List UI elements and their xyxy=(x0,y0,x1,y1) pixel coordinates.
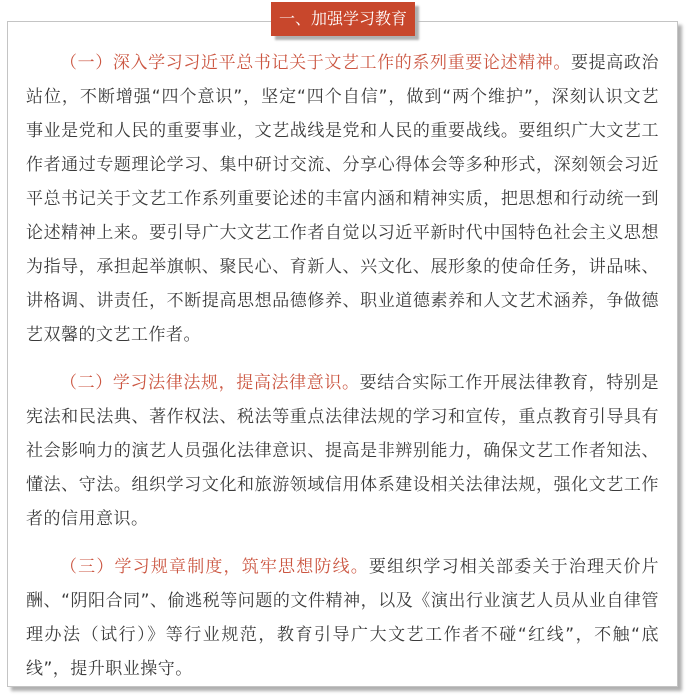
paragraph-1 xyxy=(26,46,659,352)
paragraph-3-lead: （三）学习规章制度，筑牢思想防线。 xyxy=(60,557,369,577)
paragraph-2-body: 要结合实际工作开展法律教育，特别是宪法和民法典、著作权法、税法等重点法律法规的学习和宣传，重点教育引导具有社会影响力的演艺人员强化法律意识、提高是非辨别能力，确保文艺工作者知法、懂法、守法。组织学习文化和旅游领域信用体系建设相关法律法规，强化文艺工作者的信用意识。 xyxy=(26,373,660,529)
paragraph-1-body: 要提高政治站位，不断增强“四个意识”，坚定“四个自信”，做到“两个维护”，深刻认识文艺事业是党和人民的重要事业，文艺战线是党和人民的重要战线。要组织广大文艺工作者通过专题理论学习、集中研讨交流、分享心得体会等多种形式，深刻领会习近平总书记关于文艺工作系列重要论述的丰富内涵和精神实质，把思想和行动统一到论述精神上来。要引导广大文艺工作者自觉以习近平新时代中国特色社会主义思想为指导，承担起举旗帜、聚民心、育新人、兴文化、展形象的使命任务，讲品味、讲格调、讲责任，不断提高思想品德修养、职业道德素养和人文艺术涵养，争做德艺双馨的文艺工作者。 xyxy=(26,53,660,345)
paragraph-3-body: 要组织学习相关部委关于治理天价片酬、“阴阳合同”、偷逃税等问题的文件精神，以及《演出行业演艺人员从业自律管理办法（试行）》等行业规范，教育引导广大文艺工作者不碰“红线”，不触“底线”，提升职业操守。 xyxy=(26,557,659,679)
paragraph-2-lead: （二）学习法律法规，提高法律意识。 xyxy=(60,373,360,393)
section-banner: 一、加强学习教育 xyxy=(271,2,415,36)
paragraph-2 xyxy=(26,366,659,536)
paragraph-1-lead: （一）深入学习习近平总书记关于文艺工作的系列重要论述精神。 xyxy=(60,53,572,73)
section-content-box xyxy=(7,21,678,687)
paragraph-3 xyxy=(26,550,659,686)
